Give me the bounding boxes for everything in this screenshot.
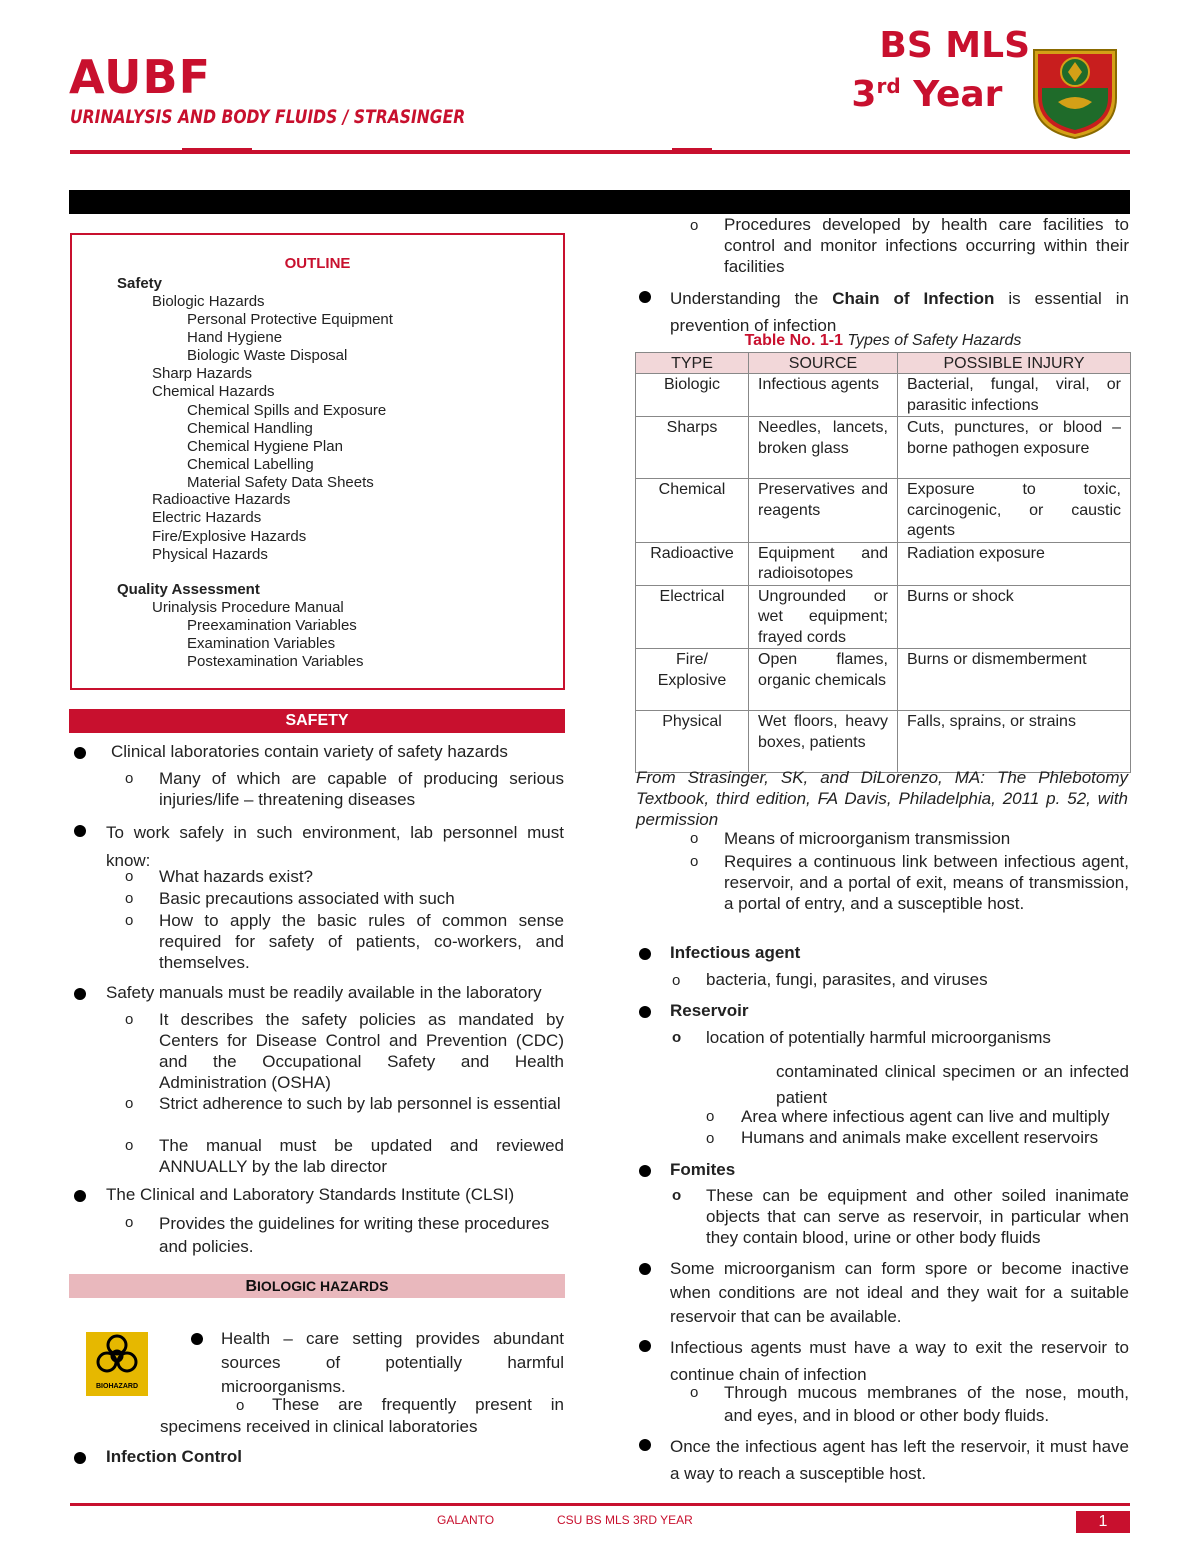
sub-bullet-text: It describes the safety policies as mandated by Centers for Disease Control and Prevention (CDC) and the Occupational Safety and Health Administration (OSHA)	[159, 1010, 564, 1092]
sub-bullet-icon: o	[125, 1011, 134, 1028]
sub-bullet-icon: o	[690, 217, 699, 234]
outline-item: Biologic Waste Disposal	[187, 347, 348, 364]
header-rule-accent	[672, 148, 712, 151]
sub-bullet-icon: o	[690, 830, 699, 847]
sub-bullet-icon: o	[706, 1130, 715, 1147]
sub-bullet-text: Strict adherence to such by lab personnel is essential	[159, 1094, 561, 1113]
outline-item: Radioactive Hazards	[152, 491, 291, 508]
outline-item: Material Safety Data Sheets	[187, 474, 374, 491]
bullet-icon	[74, 988, 86, 1000]
bullet-icon	[74, 1190, 86, 1202]
outline-item: Chemical Hazards	[152, 383, 275, 400]
table-cell: Chemical	[636, 479, 749, 543]
outline-item: Chemical Handling	[187, 420, 313, 437]
table-cell: Falls, sprains, or strains	[898, 711, 1131, 773]
biohazard-label: BIOHAZARD	[96, 1383, 138, 1390]
outline-item: Chemical Labelling	[187, 456, 314, 473]
course-line2: 3rd Year	[851, 74, 1003, 115]
sub-bullet-icon: o	[125, 890, 134, 907]
outline-item: Urinalysis Procedure Manual	[152, 599, 344, 616]
bullet-heading: Fomites	[670, 1160, 736, 1179]
table-row	[636, 374, 1131, 417]
footer-author: GALANTO	[437, 1513, 495, 1527]
bullet-heading: Reservoir	[670, 1001, 749, 1020]
bullet-text: Understanding the Chain of Infection is essential in prevention of infection	[670, 289, 1129, 335]
sub-bullet-icon: o	[125, 1214, 134, 1231]
sub-bullet-text: Requires a continuous link between infectious agent, reservoir, and a portal of exit, means of transmission, a portal of entry, and a susceptible host.	[724, 852, 1129, 913]
bullet-icon	[639, 1165, 651, 1177]
course-year	[851, 25, 1030, 115]
table-caption: Table No. 1-1 Types of Safety Hazards	[744, 332, 1022, 349]
sub-bullet-text: These are frequently present in	[272, 1395, 564, 1414]
table-row	[636, 479, 1131, 543]
table-cell: Preservatives and reagents	[749, 479, 898, 543]
biohazard-icon	[86, 1332, 148, 1396]
bullet-icon	[74, 1452, 86, 1464]
table-cell: Biologic	[636, 374, 749, 417]
sub-bullet-text: How to apply the basic rules of common sense required for safety of patients, co-workers, and themselves.	[159, 911, 564, 972]
sub-bullet-text: Procedures developed by health care facilities to control and monitor infections occurring within their facilities	[724, 215, 1129, 276]
table-cell: Exposure to toxic, carcinogenic, or caustic agents	[898, 479, 1131, 543]
table-header-cell: SOURCE	[749, 353, 898, 374]
table-cell: Burns or shock	[898, 585, 1131, 649]
sub-bullet-icon: o	[125, 912, 134, 929]
sub-bullet-icon: o	[690, 853, 699, 870]
table-row	[636, 711, 1131, 773]
header-rule-accent	[182, 148, 252, 151]
table-cell: Electrical	[636, 585, 749, 649]
sub-bullet-text: bacteria, fungi, parasites, and viruses	[706, 970, 988, 989]
outline-item: Preexamination Variables	[187, 617, 357, 634]
bullet-icon	[639, 291, 651, 303]
sub-bullet-icon: o	[125, 1137, 134, 1154]
table-cell: Burns or dismemberment	[898, 649, 1131, 711]
bullet-heading: Infectious agent	[670, 943, 801, 962]
sub-bullet-text: Humans and animals make excellent reservoirs	[741, 1128, 1099, 1147]
course-line1: BS MLS	[879, 25, 1030, 66]
table-cell: Infectious agents	[749, 374, 898, 417]
sub-bullet-text: Basic precautions associated with such	[159, 889, 455, 908]
bullet-icon	[639, 1263, 651, 1275]
outline-box	[70, 233, 565, 690]
university-seal-icon	[1028, 40, 1122, 140]
footer-rule	[70, 1503, 1130, 1506]
outline-item: Physical Hazards	[152, 546, 268, 563]
bullet-icon	[639, 1340, 651, 1352]
outline-item: Fire/Explosive Hazards	[152, 528, 307, 545]
bullet-text: The Clinical and Laboratory Standards Institute (CLSI)	[106, 1185, 515, 1204]
bullet-text: Some microorganism can form spore or become inactive when conditions are not ideal and they wait for a suitable reservoir that can be available.	[670, 1259, 1129, 1326]
bullet-icon	[74, 747, 86, 759]
safety-hazards-table	[635, 352, 1131, 773]
outline-item: Examination Variables	[187, 635, 336, 652]
outline-item: Sharp Hazards	[152, 365, 253, 382]
table-citation: From Strasinger, SK, and DiLorenzo, MA: The Phlebotomy Textbook, third edition, FA Davis, Philadelphia, 2011 p. 52, with permission	[636, 768, 1128, 829]
table-row	[636, 585, 1131, 649]
bullet-icon	[639, 948, 651, 960]
sub-bullet-icon: o	[125, 1095, 134, 1112]
table-cell: Sharps	[636, 417, 749, 479]
bullet-text: Health – care setting provides abundant sources of potentially harmful microorganisms.	[221, 1329, 564, 1396]
outline-item: Electric Hazards	[152, 509, 262, 526]
brand-title: AUBF	[69, 50, 212, 104]
table-cell: Radioactive	[636, 542, 749, 585]
table-cell: Open flames, organic chemicals	[749, 649, 898, 711]
sub-bullet-text: Many of which are capable of producing serious injuries/life – threatening diseases	[159, 769, 564, 809]
course-subtitle: URINALYSIS AND BODY FLUIDS / STRASINGER	[70, 106, 466, 128]
sub-bullet-icon: o	[125, 770, 134, 787]
outline-title: OUTLINE	[284, 255, 351, 272]
bullet-text: Infectious agents must have a way to exit the reservoir to continue chain of infection	[670, 1338, 1129, 1384]
table-cell: Wet floors, heavy boxes, patients	[749, 711, 898, 773]
outline-item: Hand Hygiene	[187, 329, 283, 346]
section-header-biologic-hazards: BIOLOGIC HAZARDS	[69, 1274, 565, 1298]
table-cell: Ungrounded or wet equipment; frayed cords	[749, 585, 898, 649]
sub-bullet-text: These can be equipment and other soiled inanimate objects that can serve as reservoir, in particular when they contain blood, urine or other body fluids	[706, 1186, 1129, 1247]
outline-item: Chemical Spills and Exposure	[187, 402, 387, 419]
table-cell: Equipment and radioisotopes	[749, 542, 898, 585]
bullet-text: Once the infectious agent has left the reservoir, it must have a way to reach a susceptible host.	[670, 1437, 1129, 1483]
table-cell: Radiation exposure	[898, 542, 1131, 585]
bullet-icon	[639, 1006, 651, 1018]
table-header-row	[636, 353, 1131, 374]
outline-item: Quality Assessment	[117, 581, 260, 598]
table-row	[636, 649, 1131, 711]
table-header-cell: POSSIBLE INJURY	[898, 353, 1131, 374]
sub-bullet-icon: o	[672, 1187, 682, 1204]
table-cell: Fire/ Explosive	[636, 649, 749, 711]
sub-bullet-text: location of potentially harmful microorganisms	[706, 1028, 1051, 1047]
table-row	[636, 417, 1131, 479]
outline-item: Chemical Hygiene Plan	[187, 438, 343, 455]
table-cell: Physical	[636, 711, 749, 773]
sub-bullet-text: Area where infectious agent can live and multiply	[741, 1107, 1110, 1126]
sub-bullet-text: What hazards exist?	[159, 867, 314, 886]
sub-bullet-text: Means of microorganism transmission	[724, 829, 1011, 848]
table-row	[636, 542, 1131, 585]
biohazard-symbol-icon	[86, 1332, 148, 1382]
sub-bullet-icon: o	[706, 1108, 715, 1125]
sub-bullet-text: Through mucous membranes of the nose, mouth, and eyes, and in blood or other body fluids.	[724, 1383, 1129, 1425]
sub-bullet-icon: o	[236, 1397, 245, 1414]
sub-bullet-text: specimens received in clinical laboratories	[160, 1417, 478, 1436]
sub-bullet-icon: o	[690, 1384, 699, 1401]
footer-course: CSU BS MLS 3RD YEAR	[557, 1513, 693, 1527]
table-header-cell: TYPE	[636, 353, 749, 374]
sub-bullet-text: contaminated clinical specimen or an infected patient	[776, 1062, 1129, 1107]
title-bar	[69, 190, 1130, 214]
outline-item: Personal Protective Equipment	[187, 311, 393, 328]
bullet-text: Infection Control	[106, 1447, 242, 1466]
bullet-text: Safety manuals must be readily available in the laboratory	[106, 983, 542, 1002]
table-cell: Bacterial, fungal, viral, or parasitic infections	[898, 374, 1131, 417]
outline-item: Postexamination Variables	[187, 653, 364, 670]
sub-bullet-icon: o	[672, 1029, 682, 1046]
bullet-icon	[639, 1439, 651, 1451]
bullet-text: Clinical laboratories contain variety of safety hazards	[111, 742, 508, 761]
bullet-icon	[191, 1333, 203, 1345]
bullet-text: To work safely in such environment, lab personnel must know:	[106, 823, 564, 870]
section-header-safety: SAFETY	[69, 709, 565, 733]
sub-bullet-text: Provides the guidelines for writing these procedures and policies.	[159, 1214, 550, 1256]
bullet-icon	[74, 825, 86, 837]
table-cell: Needles, lancets, broken glass	[749, 417, 898, 479]
sub-bullet-text: The manual must be updated and reviewed ANNUALLY by the lab director	[159, 1136, 564, 1176]
page-number: 1	[1076, 1511, 1130, 1533]
sub-bullet-icon: o	[125, 868, 134, 885]
outline-item: Safety	[117, 275, 163, 292]
outline-item: Biologic Hazards	[152, 293, 265, 310]
sub-bullet-icon: o	[672, 972, 681, 989]
table-cell: Cuts, punctures, or blood – borne pathogen exposure	[898, 417, 1131, 479]
